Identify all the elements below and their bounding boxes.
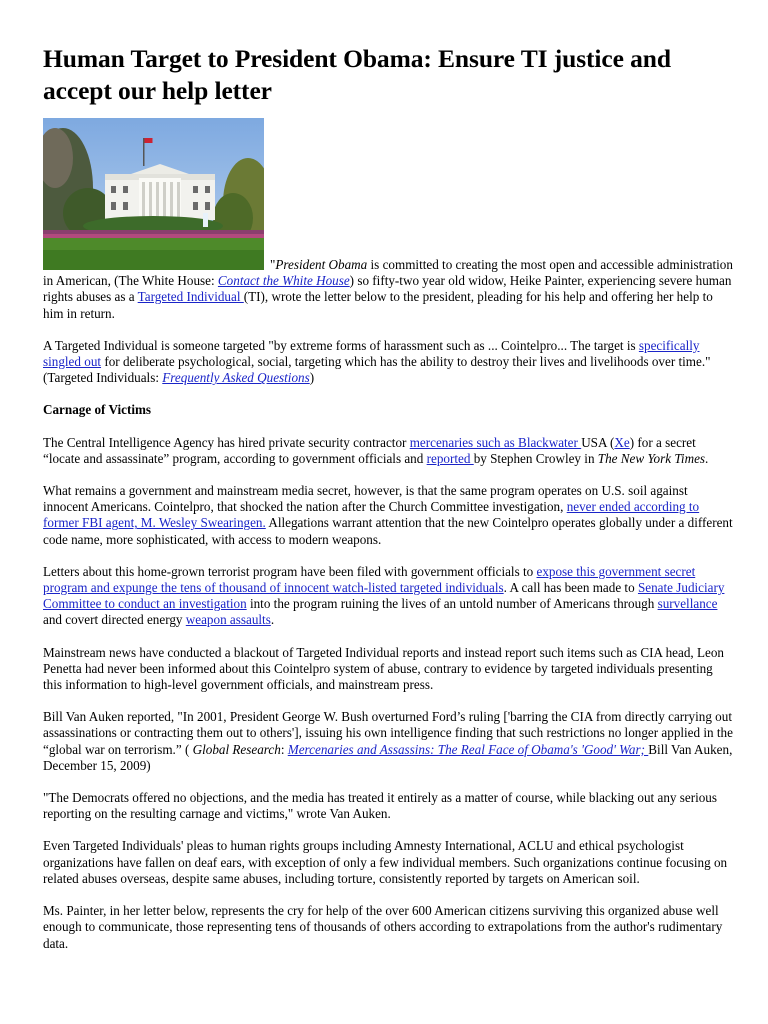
paragraph-letters (43, 564, 733, 629)
link-reported[interactable]: reported (426, 450, 474, 466)
text: The Central Intelligence Agency has hired private security contractor (43, 434, 410, 450)
link-never-ended[interactable]: never ended according to former FBI agent, M. Wesley Swearingen. (43, 499, 700, 531)
article-title: Human Target to President Obama: Ensure TI justice and accept our help letter (43, 44, 671, 105)
link-senate-judiciary[interactable]: Senate Judiciary Committee to conduct an investigation (43, 580, 725, 612)
article-body (43, 257, 733, 968)
link-targeted-individual[interactable]: Targeted Individual (137, 289, 244, 305)
paragraph-cia (43, 435, 733, 467)
paragraph-van-auken (43, 709, 733, 774)
text: for deliberate psychological, social, targeting which has the ability to destroy their lives and livelihoods over time." (Targeted Individuals: (43, 354, 711, 386)
text: What remains a government and mainstream media secret, however, is that the same program operates on U.S. soil against innocent Americans. Cointelpro, that shocked the nation after the Church Committee investigation, (43, 483, 688, 515)
text: (TI), wrote the letter below to the president, pleading for his help and offering her help to him in return. (43, 289, 713, 321)
link-mercenaries-assassins[interactable] (288, 742, 649, 757)
text: . (270, 612, 275, 628)
text: by Stephen Crowley in (473, 450, 598, 466)
paragraph-definition (43, 338, 733, 387)
white-house-photo (43, 118, 264, 270)
link-weapon-assaults[interactable]: weapon assaults (185, 612, 271, 628)
text: " (270, 257, 276, 272)
link-text: Mercenaries and Assassins: The Real Face of Obama's 'Good' War; (287, 741, 649, 757)
paragraph-democrats: "The Democrats offered no objections, and the media has treated it entirely as a matter of course, while blacking out any serious reporting on the resulting carnage and victims," wrote Van Auken. (43, 790, 717, 822)
link-expose-program[interactable]: expose this government secret program and expunge the tens of thousand of innocent watch-listed targeted individuals (43, 563, 696, 596)
text: Bill Van Auken reported, "In 2001, President George W. Bush overturned Ford’s ruling ['barring the CIA from directly carrying out assassinations or contracting them out to others'], issuing his own intelligence finding that such restrictions no longer applied in the “global war on terrorism.” ( (43, 709, 733, 757)
link-faq[interactable] (162, 370, 309, 385)
text: into the program ruining the lives of an untold number of Americans through (246, 596, 658, 612)
paragraph-secret (43, 483, 733, 548)
text: is committed to creating the most open and accessible administration in American, (The White House: (43, 257, 733, 289)
text-president-obama: President Obama (275, 257, 368, 272)
link-xe[interactable]: Xe (614, 434, 630, 450)
paragraph-intro (43, 257, 733, 322)
text: ) (309, 370, 315, 386)
text: Letters about this home-grown terrorist program have been filed with government officials to (43, 563, 537, 579)
link-text: Frequently Asked Questions (162, 370, 310, 386)
link-specifically-singled-out[interactable]: specifically singled out (43, 337, 700, 370)
text: . (705, 450, 709, 466)
text: . A call has been made to (503, 580, 638, 596)
text: : (280, 741, 288, 757)
text-global-research: Global Research (192, 741, 281, 757)
link-contact-white-house[interactable] (218, 273, 350, 288)
paragraph-painter: Ms. Painter, in her letter below, represents the cry for help of the over 600 American citizens surviving this organized abuse well enough to communicate, those representing tens of thousands of others according to extrapolations from the author's rudimentary data. (43, 903, 723, 951)
text: Allegations warrant attention that the new Cointelpro operates globally under a different code name, more sophisticated, with access to modern weapons. (43, 515, 733, 547)
text: ) for a secret “locate and assassinate” program, according to government officials and (43, 434, 696, 466)
white-house-image (43, 118, 264, 270)
paragraph-pleas: Even Targeted Individuals' pleas to human rights groups including Amnesty International, ACLU and ethical psychologist organizations have fallen on deaf ears, with exception of only a few individual members. Such organizations continue focusing on related abuses overseas, despite same abuses, including torture, consistently reported by targets on American soil. (43, 838, 728, 886)
section-heading: Carnage of Victims (43, 402, 152, 418)
text: A Targeted Individual is someone targeted "by extreme forms of harassment such as ... Cointelpro... The target is (43, 337, 639, 353)
text: Bill Van Auken, December 15, 2009) (43, 741, 733, 773)
text: and covert directed energy (43, 612, 186, 628)
link-text: Contact the White House (217, 273, 350, 289)
link-mercenaries-blackwater[interactable]: mercenaries such as Blackwater (409, 434, 582, 450)
text: USA ( (581, 434, 615, 450)
text-nyt: The New York Times (597, 450, 706, 466)
paragraph-blackout: Mainstream news have conducted a blackout of Targeted Individual reports and instead report such items such as CIA head, Leon Penetta had never been informed about this Cointelpro system of abuse, contrary to evidence by targeted individuals presenting this information to high-level government officials, and mainstream press. (43, 644, 724, 693)
text: ) so fifty-two year old widow, Heike Painter, experiencing severe human rights abuses as a (43, 273, 732, 305)
link-survellance[interactable]: survellance (657, 596, 718, 612)
